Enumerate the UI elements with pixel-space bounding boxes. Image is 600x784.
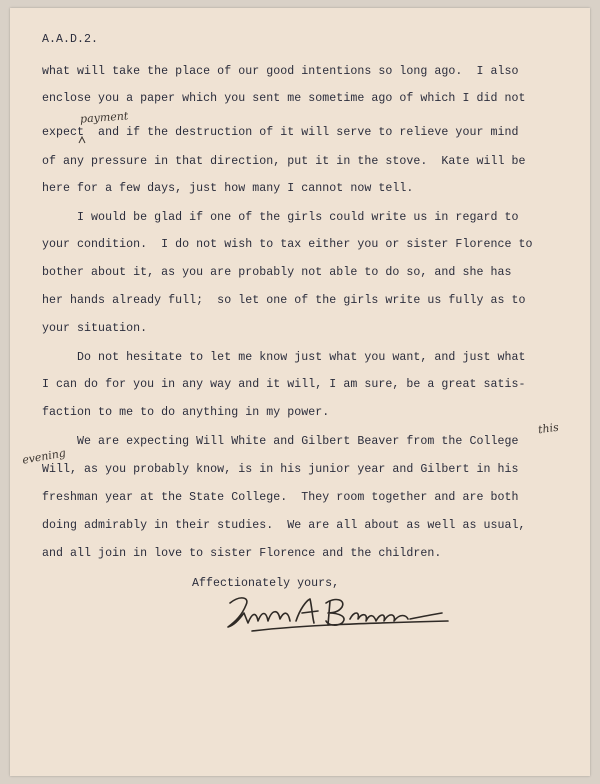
handwritten-insert-this: this: [537, 420, 560, 437]
letter-line-7: your condition. I do not wish to tax either you or sister Florence to: [42, 238, 533, 251]
closing-line: Affectionately yours,: [192, 577, 340, 590]
letter-line-12: I can do for you in any way and it will, I am sure, be a great satis-: [42, 378, 526, 391]
letter-line-15: Will, as you probably know, is in his junior year and Gilbert in his: [42, 463, 519, 476]
letter-line-3: expect and if the destruction of it will serve to relieve your mind: [42, 126, 519, 139]
letter-page: [10, 8, 590, 776]
insertion-caret-icon: [78, 136, 86, 144]
page-header: A.A.D.2.: [42, 33, 99, 46]
handwritten-signature: [222, 591, 462, 637]
letter-line-9: her hands already full; so let one of the girls write us fully as to: [42, 294, 526, 307]
letter-line-5: here for a few days, just how many I cannot now tell.: [42, 182, 414, 195]
letter-line-1: what will take the place of our good intentions so long ago. I also: [42, 65, 519, 78]
letter-line-16: freshman year at the State College. They room together and are both: [42, 491, 519, 504]
letter-line-17: doing admirably in their studies. We are all about as well as usual,: [42, 519, 526, 532]
letter-line-11: Do not hesitate to let me know just what you want, and just what: [42, 351, 526, 364]
letter-line-8: bother about it, as you are probably not able to do so, and she has: [42, 266, 512, 279]
letter-line-6: I would be glad if one of the girls could write us in regard to: [42, 211, 519, 224]
letter-line-10: your situation.: [42, 322, 148, 335]
letter-line-4: of any pressure in that direction, put it in the stove. Kate will be: [42, 155, 526, 168]
letter-line-18: and all join in love to sister Florence and the children.: [42, 547, 442, 560]
letter-line-14: We are expecting Will White and Gilbert Beaver from the College: [42, 435, 519, 448]
handwritten-insert-payment: payment: [79, 109, 129, 126]
letter-line-13: faction to me to do anything in my power.: [42, 406, 330, 419]
handwritten-insert-evening: evening: [21, 446, 67, 467]
letter-line-2: enclose you a paper which you sent me sometime ago of which I did not: [42, 92, 526, 105]
signature-label: [10, 8, 11, 9]
